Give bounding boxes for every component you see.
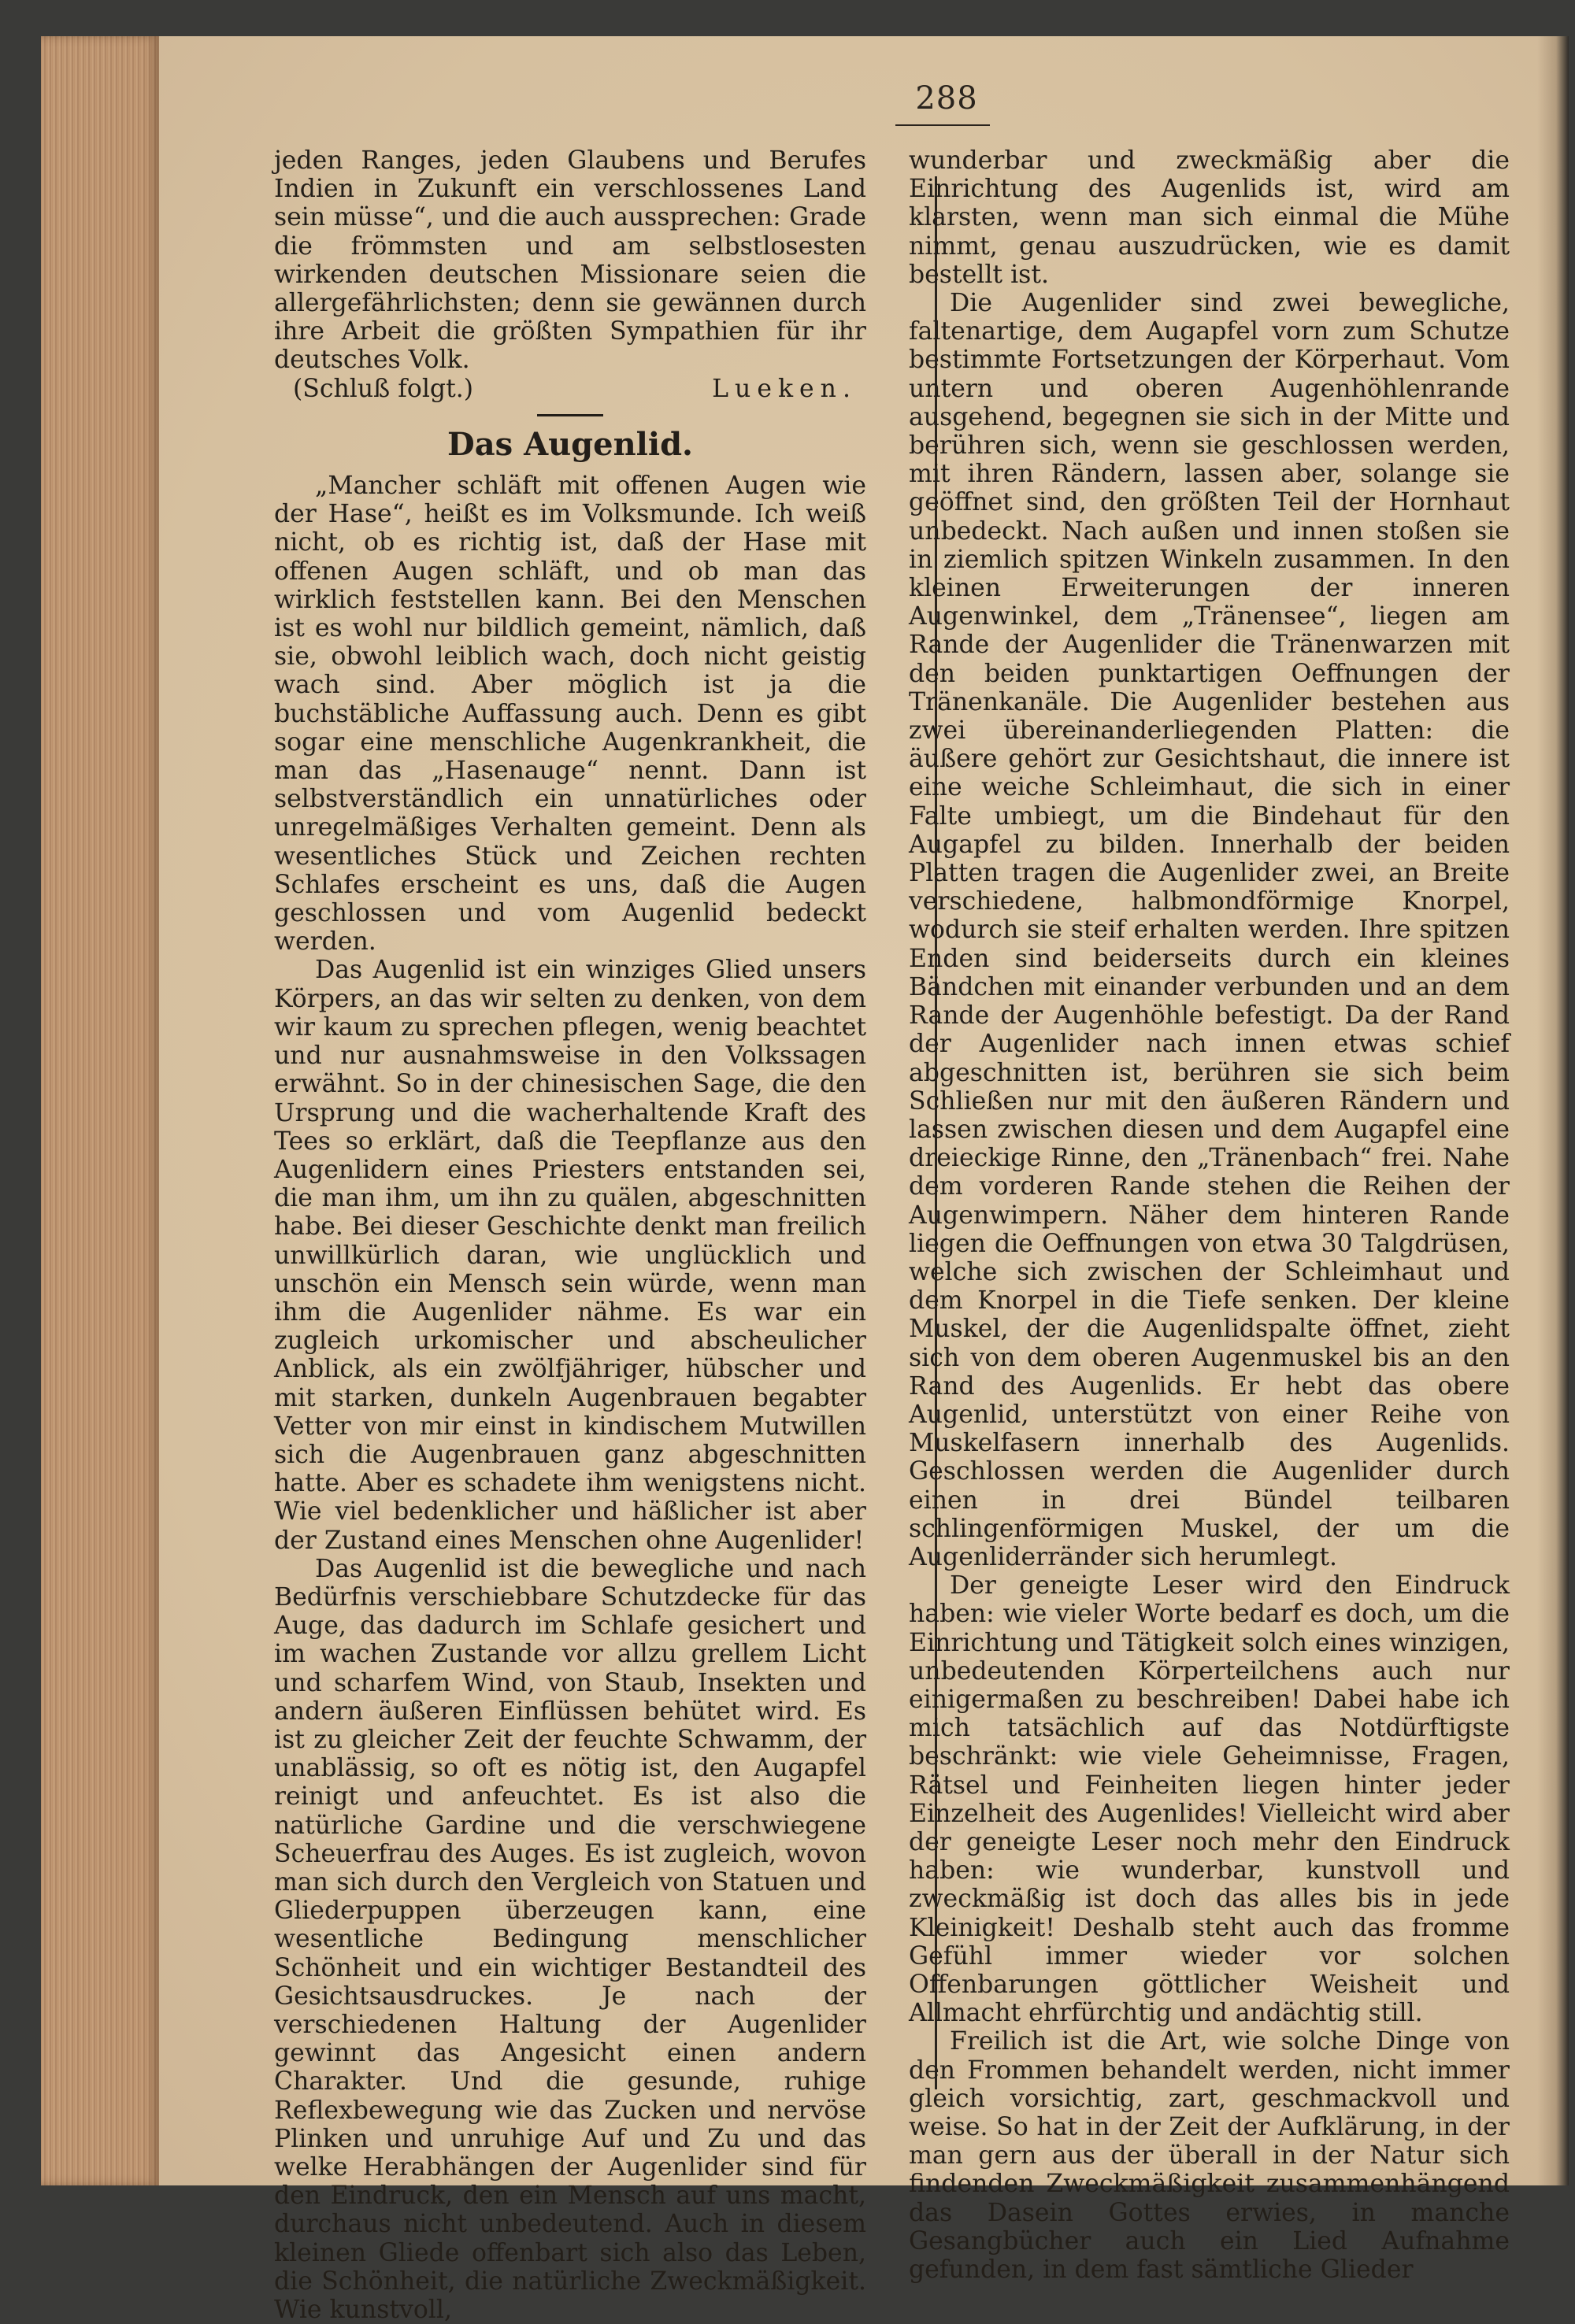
- article-title: Das Augenlid.: [447, 425, 693, 463]
- left-column: [274, 146, 866, 2324]
- paragraph: „Mancher schläft mit offenen Augen wie der Hase“, heißt es im Volksmunde. Ich weiß nicht, ob es richtig ist, daß der Hase mit offenen Augen schläft, und ob man das wirklich feststellen kann. Bei den Menschen ist es wohl nur bildlich gemeint, nämlich, daß sie, obwohl leiblich wach, doch nicht geistig wach sind. Aber möglich ist ja die buchstäbliche Auffassung auch. Denn es gibt sogar eine menschliche Augenkrankheit, die man das „Hasenauge“ nennt. Dann ist selbstverständlich ein unnatürliches oder unregelmäßiges Verhalten gemeint. Denn als wesentliches Stück und Zeichen rechten Schlafes erscheint es uns, daß die Augen geschlossen und vom Augenlid bedeckt werden.: [274, 472, 866, 957]
- paragraph: Der geneigte Leser wird den Eindruck haben: wie vieler Worte bedarf es doch, um die Einrichtung und Tätigkeit solch eines winzigen, unbedeutenden Körperteilchens auch nur einigermaßen zu beschreiben! Dabei habe ich mich tatsächlich auf das Notdürftigste beschränkt: wie viele Geheimnisse, Fragen, Rätsel und Feinheiten liegen hinter jeder Einzelheit des Augenlides! Vielleicht wird aber der geneigte Leser noch mehr den Eindruck haben: wie wunderbar, kunstvoll und zweckmäßig ist doch das alles bis in jede Kleinigkeit! Deshalb steht auch das fromme Gefühl immer wieder vor solchen Offenbarungen göttlicher Weisheit und Allmacht ehrfürchtig und andächtig still.: [909, 1571, 1510, 2028]
- continuation-paragraph: wunderbar und zweckmäßig aber die Einrichtung des Augenlids ist, wird am klarsten, wenn man sich einmal die Mühe nimmt, genau auszudrücken, wie es damit bestellt ist.: [909, 146, 1510, 289]
- book-spine-edge: [41, 36, 159, 2185]
- signature-line: [274, 375, 866, 403]
- continuation-paragraph: jeden Ranges, jeden Glaubens und Berufes Indien in Zukunft ein verschlossenes Land sein müsse“, und die auch aussprechen: Grade die frömmsten und am selbstlosesten wirkenden deutschen Missionare seien die allergefährlichsten; denn sie gewännen durch ihre Arbeit die größten Sympathien für ihr deutsches Volk.: [274, 146, 866, 375]
- author-name: Lueken.: [712, 374, 857, 403]
- section-divider: [537, 414, 603, 416]
- paragraph: Die Augenlider sind zwei bewegliche, faltenartige, dem Augapfel vorn zum Schutze bestimmte Fortsetzungen der Körperhaut. Vom untern und oberen Augenhöhlenrande ausgehend, begegnen sie sich in der Mitte und berühren sich, wenn sie geschlossen werden, mit ihren Rändern, lassen aber, solange sie geöffnet sind, den größten Teil der Hornhaut unbedeckt. Nach außen und innen stoßen sie in ziemlich spitzen Winkeln zusammen. In den kleinen Erweiterungen der inneren Augenwinkel, dem „Tränensee“, liegen am Rande der Augenlider die Tränenwarzen mit den beiden punktartigen Oeffnungen der Tränenkanäle. Die Augenlider bestehen aus zwei übereinanderliegenden Platten: die äußere gehört zur Gesichtshaut, die innere ist eine weiche Schleimhaut, die sich in einer Falte umbiegt, um die Bindehaut für den Augapfel zu bilden. Innerhalb der beiden Platten tragen die Augenlider zwei, an Breite verschiedene, halbmondförmige Knorpel, wodurch sie steif erhalten werden. Ihre spitzen Enden sind beiderseits durch ein kleines Bändchen mit einander verbunden und an dem Rande der Augenhöhle befestigt. Da der Rand der Augenlider nach innen etwas schief abgeschnitten ist, berühren sie sich beim Schließen nur mit den äußeren Rändern und lassen zwischen diesen und dem Augapfel eine dreieckige Rinne, den „Tränenbach“ frei. Nahe dem vorderen Rande stehen die Reihen der Augenwimpern. Näher dem hinteren Rande liegen die Oeffnungen von etwa 30 Talgdrüsen, welche sich zwischen der Schleimhaut und dem Knorpel in die Tiefe senken. Der kleine Muskel, der die Augenlidspalte öffnet, zieht sich von dem oberen Augenmuskel bis an den Rand des Augenlids. Er hebt das obere Augenlid, unterstützt von einer Reihe von Muskelfasern innerhalb des Augenlids. Geschlossen werden die Augenlider durch einen in drei Bündel teilbaren schlingenförmigen Muskel, der um die Augenliderränder sich herumlegt.: [909, 289, 1510, 1571]
- paragraph: Das Augenlid ist ein winziges Glied unsers Körpers, an das wir selten zu denken, von dem wir kaum zu sprechen pflegen, wenig beachtet und nur ausnahmsweise in den Volkssagen erwähnt. So in der chinesischen Sage, die den Ursprung und die wacherhaltende Kraft des Tees so erklärt, daß die Teepflanze aus den Augenlidern eines Priesters entstanden sei, die man ihm, um ihn zu quälen, abgeschnitten habe. Bei dieser Geschichte denkt man freilich unwillkürlich daran, wie unglücklich und unschön ein Mensch sein würde, wenn man ihm die Augenlider nähme. Es war ein zugleich urkomischer und abscheulicher Anblick, als ein zwölfjähriger, hübscher und mit starken, dunkeln Augenbrauen begabter Vetter von mir einst in kindischem Mutwillen sich die Augenbrauen ganz abgeschnitten hatte. Aber es schadete ihm wenigstens nicht. Wie viel bedenklicher und häßlicher ist aber der Zustand eines Menschen ohne Augenlider!: [274, 956, 866, 1555]
- page-gutter-shadow: [1537, 36, 1569, 2185]
- conclusion-note: (Schluß folgt.): [293, 374, 474, 403]
- page-number-rule: [895, 124, 990, 126]
- paragraph: Freilich ist die Art, wie solche Dinge von den Frommen behandelt werden, nicht immer gleich vorsichtig, zart, geschmackvoll und weise. So hat in der Zeit der Aufklärung, in der man gern aus der überall in der Natur sich findenden Zweckmäßigkeit zusammenhängend das Dasein Gottes erwies, in manche Gesangbücher auch ein Lied Aufnahme gefunden, in dem fast sämtliche Glieder: [909, 2027, 1510, 2285]
- paragraph: Das Augenlid ist die bewegliche und nach Bedürfnis verschiebbare Schutzdecke für das Auge, das dadurch im Schlafe gesichert und im wachen Zustande vor allzu grellem Licht und scharfem Wind, von Staub, Insekten und andern äußeren Einflüssen behütet wird. Es ist zu gleicher Zeit der feuchte Schwamm, der unablässig, so oft es nötig ist, den Augapfel reinigt und anfeuchtet. Es ist also die natürliche Gardine und die verschwiegene Scheuerfrau des Auges. Es ist zugleich, wovon man sich durch den Vergleich von Statuen und Gliederpuppen überzeugen kann, eine wesentliche Bedingung menschlicher Schönheit und ein wichtiger Bestandteil des Gesichtsausdruckes. Je nach der verschiedenen Haltung der Augenlider gewinnt das Angesicht einen andern Charakter. Und die gesunde, ruhige Reflexbewegung wie das Zucken und nervöse Plinken und unruhige Auf und Zu und das welke Herabhängen der Augenlider sind für den Eindruck, den ein Mensch auf uns macht, durchaus nicht unbedeutend. Auch in diesem kleinen Gliede offenbart sich also das Leben, die Schönheit, die natürliche Zweckmäßigkeit. Wie kunstvoll,: [274, 1554, 866, 2324]
- right-column: [909, 146, 1510, 2284]
- page-number: 288: [915, 80, 978, 117]
